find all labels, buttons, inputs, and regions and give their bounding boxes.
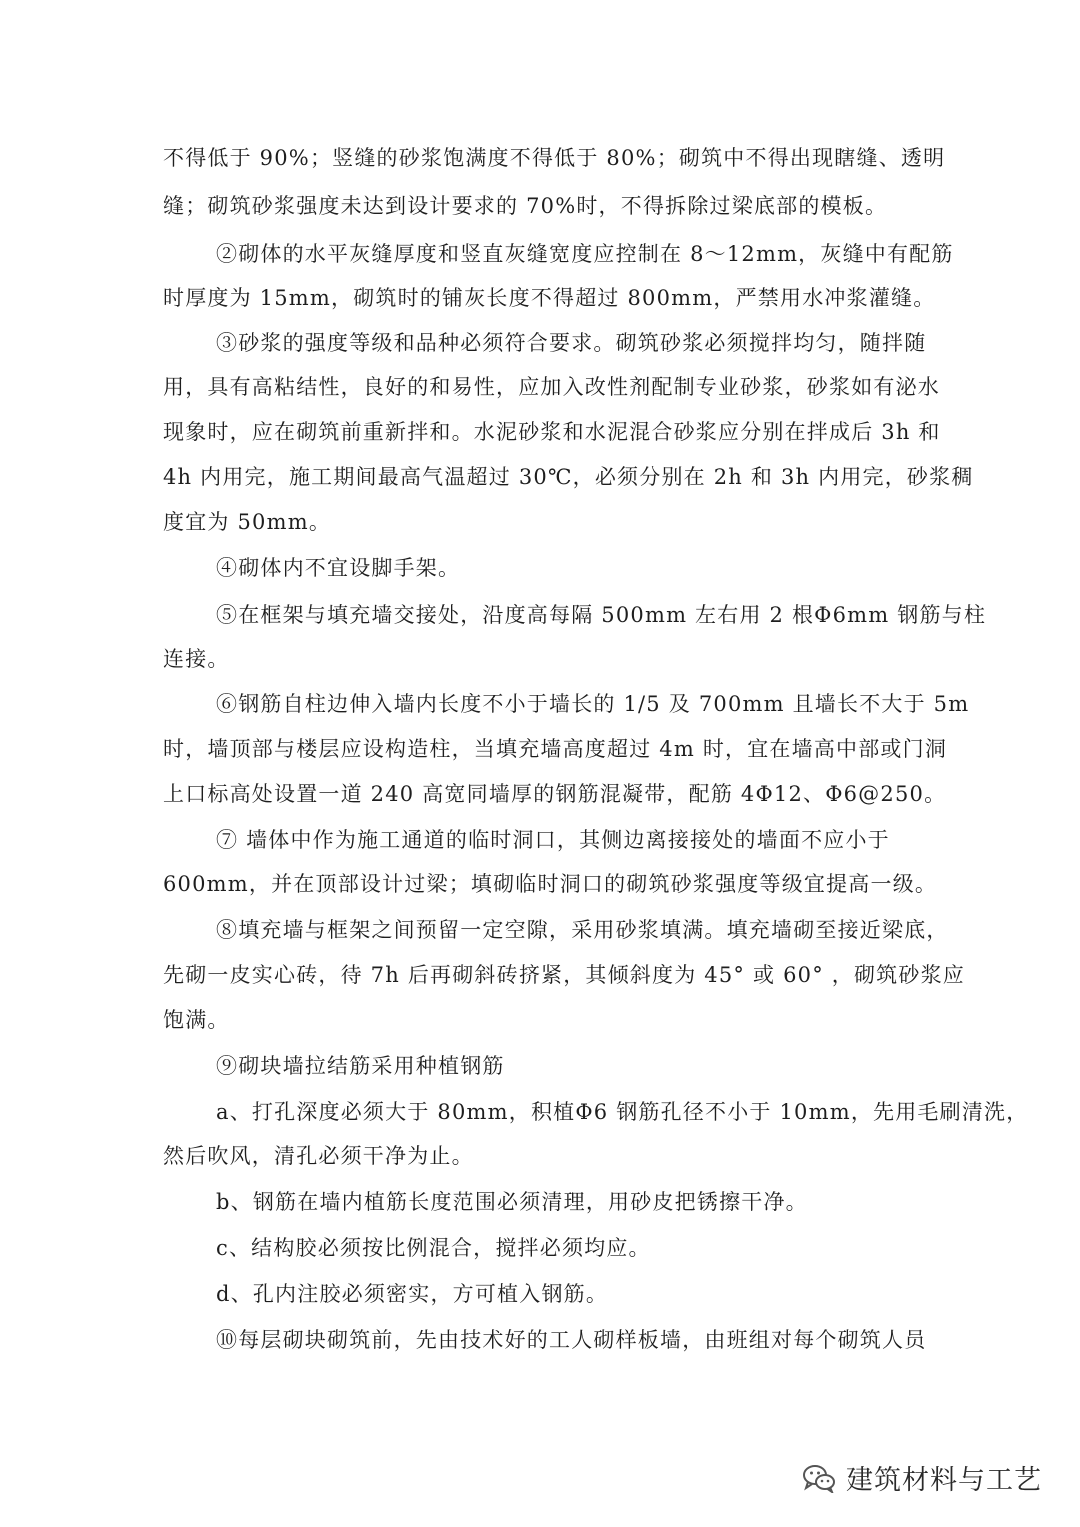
text-line: d、孔内注胶必须密实，方可植入钢筋。 <box>216 1282 609 1306</box>
text-line: 度宜为 50mm。 <box>163 510 332 534</box>
text-line: c、结构胶必须按比例混合，搅拌必须均应。 <box>216 1236 651 1260</box>
text-line: ⑧填充墙与框架之间预留一定空隙，采用砂浆填满。填充墙砌至接近梁底， <box>216 918 949 942</box>
text-line: ⑨砌块墙拉结筋采用种植钢筋 <box>216 1054 505 1078</box>
text-line: ⑩每层砌块砌筑前，先由技术好的工人砌样板墙，由班组对每个砌筑人员 <box>216 1328 927 1352</box>
text-line: b、钢筋在墙内植筋长度范围必须清理，用砂皮把锈擦干净。 <box>216 1190 808 1214</box>
text-line: 然后吹风，清孔必须干净为止。 <box>163 1144 474 1168</box>
text-line: 现象时，应在砌筑前重新拌和。水泥砂浆和水泥混合砂浆应分别在拌成后 3h 和 <box>163 420 941 444</box>
text-line: 缝；砌筑砂浆强度未达到设计要求的 70%时，不得拆除过梁底部的模板。 <box>163 194 888 218</box>
text-line: ⑦ 墙体中作为施工通道的临时洞口，其侧边离接接处的墙面不应小于 <box>216 828 890 852</box>
text-line: ②砌体的水平灰缝厚度和竖直灰缝宽度应控制在 8～12mm，灰缝中有配筋 <box>216 242 954 266</box>
text-line: 用，具有高粘结性，良好的和易性，应加入改性剂配制专业砂浆，砂浆如有泌水 <box>163 375 940 399</box>
text-line: ⑥钢筋自柱边伸入墙内长度不小于墙长的 1/5 及 700mm 且墙长不大于 5m <box>216 692 970 716</box>
text-line: 饱满。 <box>163 1008 230 1032</box>
text-line: 4h 内用完，施工期间最高气温超过 30℃，必须分别在 2h 和 3h 内用完，砂浆稠 <box>163 465 974 489</box>
text-line: 不得低于 90%；竖缝的砂浆饱满度不得低于 80%；砌筑中不得出现瞎缝、透明 <box>163 146 946 170</box>
watermark <box>802 1458 1042 1497</box>
text-line: 先砌一皮实心砖，待 7h 后再砌斜砖挤紧，其倾斜度为 45° 或 60° ，砌筑砂浆应 <box>163 963 965 987</box>
text-line: 时，墙顶部与楼层应设构造柱，当填充墙高度超过 4m 时，宜在墙高中部或门洞 <box>163 737 948 761</box>
text-line: 上口标高处设置一道 240 高宽同墙厚的钢筋混凝带，配筋 4Φ12、Φ6@250。 <box>163 782 947 806</box>
wechat-icon <box>802 1463 836 1493</box>
watermark-text: 建筑材料与工艺 <box>846 1465 1042 1496</box>
text-line: ⑤在框架与填充墙交接处，沿度高每隔 500mm 左右用 2 根Φ6mm 钢筋与柱 <box>216 603 987 627</box>
text-line: 600mm，并在顶部设计过梁；填砌临时洞口的砌筑砂浆强度等级宜提高一级。 <box>163 872 938 896</box>
text-line: 连接。 <box>163 647 230 671</box>
text-line: a、打孔深度必须大于 80mm，积植Φ6 钢筋孔径不小于 10mm，先用毛刷清洗， <box>216 1100 1029 1124</box>
text-line: ④砌体内不宜设脚手架。 <box>216 556 461 580</box>
text-line: ③砂浆的强度等级和品种必须符合要求。砌筑砂浆必须搅拌均匀，随拌随 <box>216 331 927 355</box>
text-line: 时厚度为 15mm，砌筑时的铺灰长度不得超过 800mm，严禁用水冲浆灌缝。 <box>163 286 936 310</box>
